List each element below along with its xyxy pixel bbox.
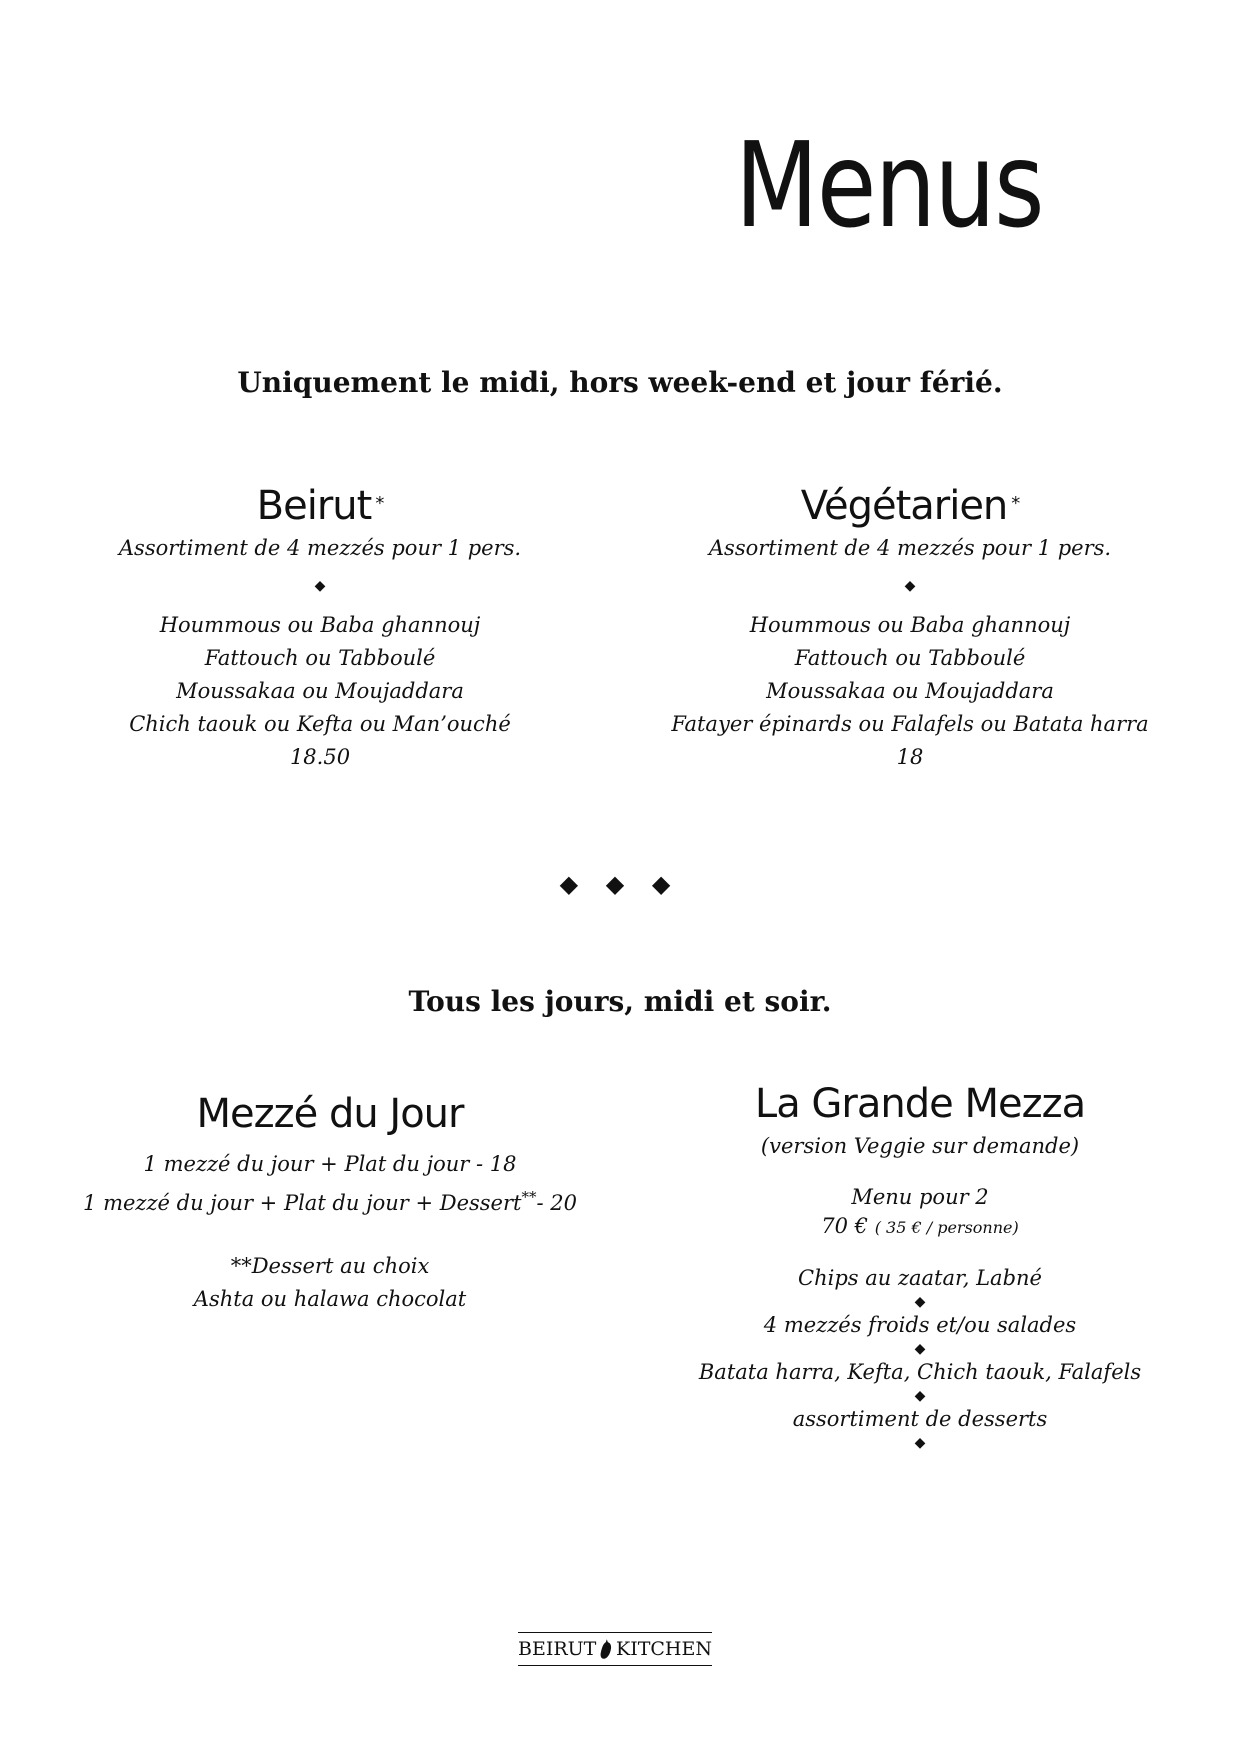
double-asterisk-mark: ** [521,1188,537,1206]
beirut-kitchen-logo [518,1632,712,1666]
page-title: Menus [735,116,1043,254]
menu-title-mezze-du-jour: Mezzé du Jour [196,1091,464,1137]
menu-item: Moussakaa ou Moujaddara [766,679,1054,703]
menu-item: Fattouch ou Tabboulé [794,646,1026,670]
menu-vegetarien [640,480,1180,774]
menu-price: 18.50 [289,745,351,769]
menu-option: 1 mezzé du jour + Plat du jour + Dessert**- 20 [83,1188,577,1215]
logo-word-right: KITCHEN [616,1638,712,1660]
course-item: assortiment de desserts [792,1407,1048,1431]
diamond-icon: ◆ [314,578,326,594]
menu-subtitle: (version Veggie sur demande) [760,1134,1080,1158]
menu-title-grande-mezza: La Grande Mezza [754,1081,1086,1127]
logo-word-left: BEIRUT [518,1638,597,1660]
diamond-icon: ◆ [914,1388,926,1404]
menu-price: 70 € ( 35 € / personne) [821,1214,1019,1238]
menu-item: Fattouch ou Tabboulé [204,646,436,670]
menu-item: Fatayer épinards ou Falafels ou Batata harra [671,712,1149,736]
menu-item: Hoummous ou Baba ghannouj [749,613,1071,637]
eggplant-icon [599,1638,613,1660]
dessert-note: Ashta ou halawa chocolat [193,1287,467,1311]
course-item: Chips au zaatar, Labné [798,1266,1042,1290]
menu-price: 18 [896,745,924,769]
separator-diamonds-icon: ◆ ◆ ◆ [559,870,681,898]
diamond-icon: ◆ [914,1435,926,1451]
menu-title-beirut: Beirut * [256,483,384,529]
menu-subtitle: Assortiment de 4 mezzés pour 1 pers. [118,536,522,560]
menu-title-vegetarien: Végétarien * [800,483,1020,529]
menu-for: Menu pour 2 [851,1185,989,1209]
diamond-icon: ◆ [914,1341,926,1357]
menu-mezze-du-jour [60,1088,600,1316]
section-heading-lunch: Uniquement le midi, hors week-end et jour férié. [237,366,1003,399]
asterisk-mark: * [1011,493,1020,514]
diamond-icon: ◆ [904,578,916,594]
course-item: Batata harra, Kefta, Chich taouk, Falafels [698,1360,1142,1384]
menu-option: 1 mezzé du jour + Plat du jour - 18 [143,1152,517,1176]
menu-item: Chich taouk ou Kefta ou Man’ouché [129,712,511,736]
dessert-note: **Dessert au choix [230,1254,430,1278]
course-item: 4 mezzés froids et/ou salades [763,1313,1077,1337]
menu-subtitle: Assortiment de 4 mezzés pour 1 pers. [708,536,1112,560]
menu-item: Moussakaa ou Moujaddara [176,679,464,703]
asterisk-mark: * [375,493,384,514]
diamond-icon: ◆ [914,1294,926,1310]
menu-beirut [90,480,550,774]
section-heading-daily: Tous les jours, midi et soir. [408,985,832,1018]
menu-grande-mezza [660,1078,1180,1454]
menu-item: Hoummous ou Baba ghannouj [159,613,481,637]
